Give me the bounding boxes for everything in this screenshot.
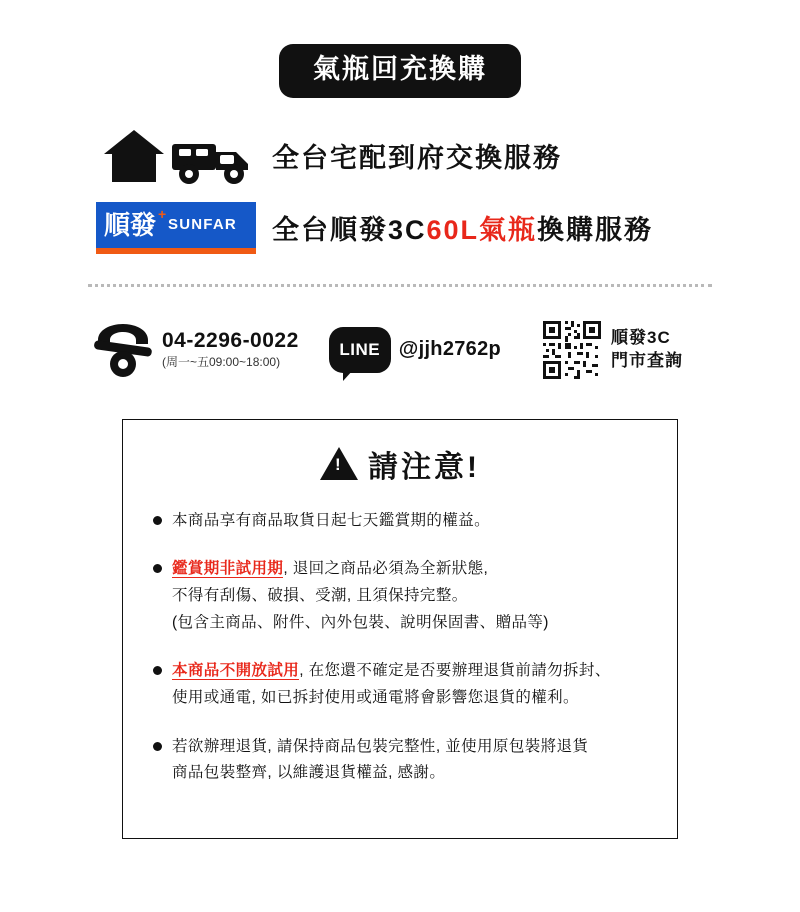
qr-label-line2: 門市查詢 — [611, 350, 684, 370]
notice-line — [172, 556, 549, 583]
phone-block — [92, 322, 299, 378]
notice-list — [123, 508, 677, 787]
telephone-icon — [92, 322, 154, 378]
sunfar-logo-en: SUNFAR — [168, 216, 237, 234]
notice-line — [172, 508, 490, 535]
notice-item — [153, 508, 651, 535]
line-block — [329, 327, 501, 373]
notice-text: 本商品享有商品取貨日起七天鑑賞期的權益。 — [172, 511, 491, 529]
notice-line — [172, 658, 611, 685]
warning-triangle-icon — [320, 447, 358, 480]
contact-section — [0, 319, 800, 381]
service-label-exchange — [272, 208, 653, 247]
notice-line — [172, 734, 588, 761]
notice-title: 請注意! — [368, 450, 480, 484]
qr-label — [611, 327, 683, 373]
notice-item-text — [172, 734, 588, 787]
line-icon — [329, 327, 391, 373]
notice-text: , 在您還不確定是否要辦理退貨前請勿拆封、 — [299, 662, 611, 680]
page-title: 氣瓶回充換購 — [279, 44, 521, 98]
notice-emphasis: 本商品不開放試用 — [172, 662, 300, 680]
bullet-icon — [153, 742, 162, 751]
notice-text: 商品包裝整齊, 以維護退貨權益, 感謝。 — [172, 764, 446, 782]
notice-item — [153, 734, 651, 787]
bullet-icon — [153, 564, 162, 573]
service-label-exchange-highlight: 60L氣瓶 — [426, 215, 538, 246]
phone-texts — [162, 329, 299, 370]
notice-item-text — [172, 556, 549, 636]
notice-line — [172, 685, 611, 712]
notice-text: 若欲辦理退貨, 請保持商品包裝完整性, 並使用原包裝將退貨 — [172, 737, 589, 755]
home-truck-icon — [96, 124, 256, 188]
notice-header — [123, 442, 677, 486]
sunfar-logo-plus: + — [158, 205, 167, 222]
service-label-delivery: 全台宅配到府交換服務 — [272, 143, 562, 174]
service-row-delivery — [96, 124, 800, 188]
notice-item-text — [172, 658, 611, 711]
phone-number: 04-2296-0022 — [162, 329, 299, 353]
sunfar-logo-cn: 順發 — [104, 209, 157, 240]
notice-item — [153, 658, 651, 711]
qr-code-icon — [541, 319, 603, 381]
notice-item — [153, 556, 651, 636]
notice-line — [172, 583, 549, 610]
dotted-divider — [88, 284, 712, 287]
notice-text: 使用或通電, 如已拆封使用或通電將會影響您退貨的權利。 — [172, 688, 579, 706]
services-section — [0, 124, 800, 254]
notice-line — [172, 610, 549, 637]
qr-label-line1: 順發3C — [611, 327, 671, 347]
service-label-exchange-after: 換購服務 — [537, 215, 654, 246]
line-id: @jjh2762p — [398, 338, 502, 361]
service-row-exchange — [96, 202, 800, 254]
sunfar-logo — [96, 202, 256, 254]
bullet-icon — [153, 666, 162, 675]
notice-box — [122, 419, 678, 839]
title-section — [0, 0, 800, 98]
phone-hours: (周一~五09:00~18:00) — [162, 355, 281, 370]
service-label-exchange-before: 全台順發3C — [272, 215, 427, 246]
notice-text: , 退回之商品必須為全新狀態, — [283, 560, 489, 578]
notice-text: (包含主商品、附件、內外包裝、說明保固書、贈品等) — [172, 613, 549, 631]
notice-line — [172, 760, 588, 787]
notice-item-text — [172, 508, 490, 535]
notice-text: 不得有刮傷、破損、受潮, 且須保持完整。 — [172, 587, 468, 604]
qr-block — [541, 319, 683, 381]
bullet-icon — [153, 516, 162, 525]
notice-emphasis: 鑑賞期非試用期 — [172, 560, 284, 578]
line-label: LINE — [339, 339, 381, 359]
